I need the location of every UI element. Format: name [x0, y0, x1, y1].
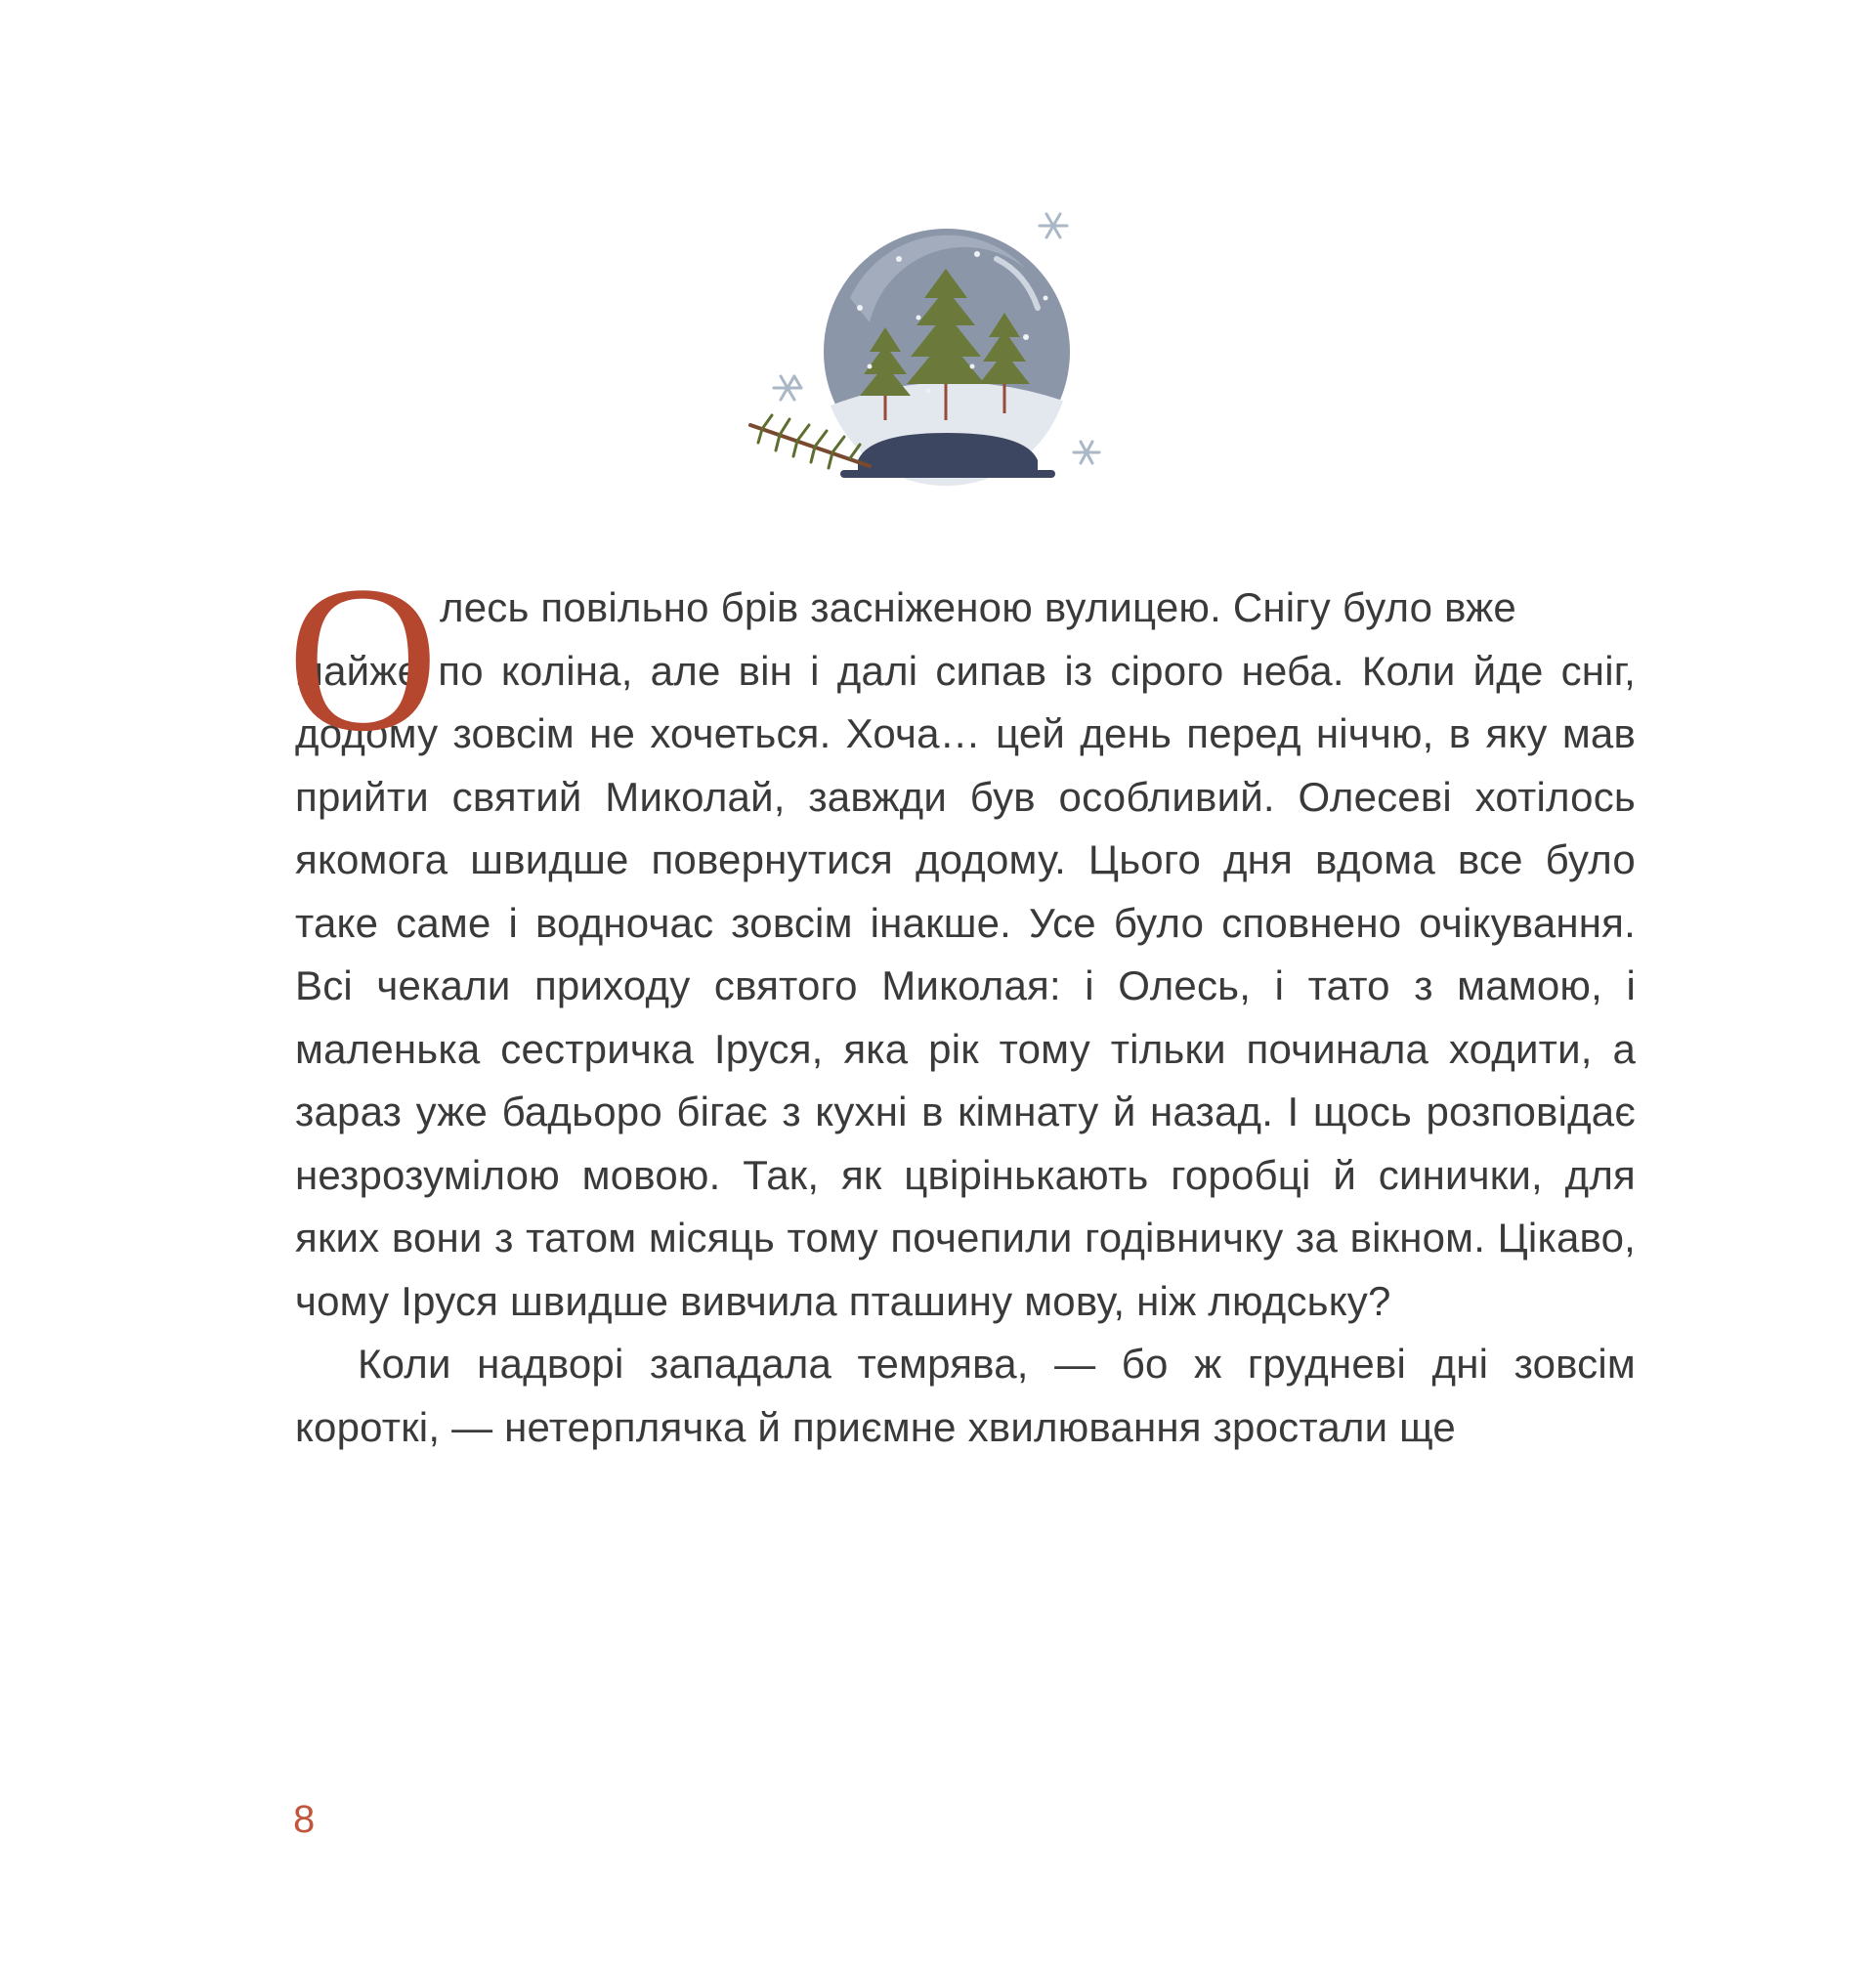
paragraph-1 [287, 543, 1636, 1333]
snowflake-icon [1074, 442, 1099, 463]
snow-globe-illustration [733, 191, 1124, 542]
snowflake-icon [774, 376, 801, 400]
story-text [287, 543, 1636, 1459]
paragraph-1-body: майже по коліна, але він і далі сипав із сірого неба. Коли йде сніг, додому зовсім не хочеться. Хоча… цей день перед ніччю, в яку мав прийти святий Миколай, завжди був особливий. Олесеві хотілось якомога швидше повернутися додому. Цього дня вдома все було таке саме і водночас зовсім інакше. Усе було сповнено очікування. Всі чекали приходу святого Миколая: і Олесь, і тато з мамою, і маленька сестричка Іруся, яка рік тому тільки починала ходити, а зараз уже бадьоро бігає з кухні в кімнату й назад. І щось розповідає незрозумілою мовою. Так, як цвірінькають горобці й синички, для яких вони з татом місяць тому почепили годівничку за вікном. Цікаво, чому Іруся швидше вивчила пташину мову, ніж людську? [295, 647, 1636, 1324]
globe-base-plate [840, 470, 1055, 478]
snowflake-icon [1040, 214, 1067, 237]
drop-cap: О [287, 543, 439, 775]
page-number: 8 [293, 1798, 316, 1841]
paragraph-2: Коли надворі западала темрява, — бо ж грудневі дні зовсім короткі, — нетерплячка й приємне хвилювання зростали ще [295, 1341, 1636, 1450]
paragraph-1-first-line: лесь повільно брів засніженою вулицею. Снігу було вже [440, 584, 1516, 630]
